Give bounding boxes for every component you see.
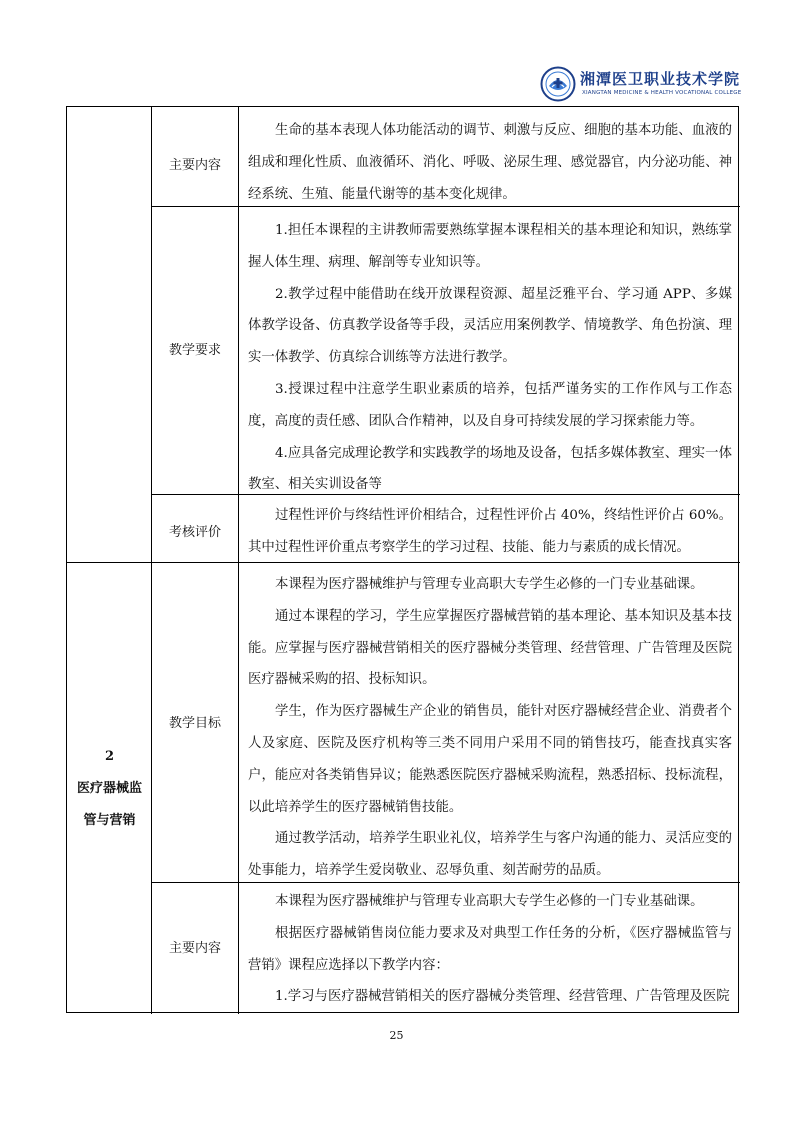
paragraph: 学生，作为医疗器械生产企业的销售员，能针对医疗器械经营企业、消费者个人及家庭、医院及医疗机构等三类不同用户采用不同的销售技巧，能查找真实客户，能应对各类销售异议；能熟悉医院医疗器械采购流程，熟悉招标、投标流程，以此培养学生的医疗器械销售技能。 [248,704,732,815]
subject-name-line1: 医疗器械监 [76,781,142,796]
paragraph: 4.应具备完成理论教学和实践教学的场地及设备，包括多媒体教室、理实一体教室、相关实训设备等 [248,445,732,493]
college-name-en: XIANGTAN MEDICINE & HEALTH VOCATIONAL COLLEGE [582,90,742,96]
subject-number: 2 [104,749,115,764]
college-name-cn: 湘潭医卫职业技术学院 [580,70,741,88]
paragraph: 2.教学过程中能借助在线开放课程资源、超星泛雅平台、学习通 APP、多媒体教学设备、仿真教学设备等手段，灵活应用案例教学、情境教学、角色扮演、理实一体教学、仿真综合训练等方法进行教学。 [248,286,732,366]
paragraph: 1.担任本课程的主讲教师需要熟练掌握本课程相关的基本理论和知识，熟练掌握人体生理、病理、解剖等专业知识等。 [248,223,732,270]
college-emblem-icon [540,66,576,102]
paragraph: 3.授课过程中注意学生职业素质的培养，包括严谨务实的工作作风与工作态度，高度的责任感、团队合作精神，以及自身可持续发展的学习探索能力等。 [248,381,732,429]
paragraph: 本课程为医疗器械维护与管理专业高职大专学生必修的一门专业基础课。 [275,577,704,592]
row-content-teaching-requirements [248,215,732,501]
row-label-main-content-2: 主要内容 [168,941,221,956]
row-content-main-content [248,115,732,210]
row-label-teaching-requirements: 教学要求 [168,343,221,358]
page-number: 25 [389,1029,404,1042]
row-label-teaching-objectives: 教学目标 [168,716,221,731]
column-divider-2 [238,107,239,1014]
college-logo [540,66,740,106]
paragraph: 1.学习与医疗器械营销相关的医疗器械分类管理、经营管理、广告管理及医院 [275,989,730,1005]
curriculum-table [66,106,739,1013]
paragraph: 本课程为医疗器械维护与管理专业高职大专学生必修的一门专业基础课。 [275,894,704,909]
column-divider-1 [151,107,152,1014]
row-label-assessment: 考核评价 [168,525,221,540]
row-content-assessment [248,500,732,564]
paragraph: 过程性评价与终结性评价相结合，过程性评价占 40%，终结性评价占 60%。其中过程性评价重点考察学生的学习过程、技能、能力与素质的成长情况。 [248,508,732,555]
row-content-teaching-objectives [248,569,732,887]
paragraph: 通过本课程的学习，学生应掌握医疗器械营销的基本理论、基本知识及基本技能。应掌握与医疗器械营销相关的医疗器械分类管理、经营管理、广告管理及医院医疗器械采购的招、投标知识。 [248,608,732,688]
subject-name-line2: 管与营销 [83,813,136,828]
paragraph: 通过教学活动，培养学生职业礼仪，培养学生与客户沟通的能力、灵活应变的处事能力，培养学生爱岗敬业、忍辱负重、刻苦耐劳的品质。 [248,831,732,879]
paragraph: 根据医疗器械销售岗位能力要求及对典型工作任务的分析，《医疗器械监管与营销》课程应选择以下教学内容： [248,925,732,973]
row-label-main-content: 主要内容 [168,158,221,173]
row-content-main-content-2 [248,886,732,1013]
paragraph: 生命的基本表现人体功能活动的调节、刺激与反应、细胞的基本功能、血液的组成和理化性质、血液循环、消化、呼吸、泌尿生理、感觉器官，内分泌功能、神经系统、生殖、能量代谢等的基本变化规律。 [248,123,732,202]
